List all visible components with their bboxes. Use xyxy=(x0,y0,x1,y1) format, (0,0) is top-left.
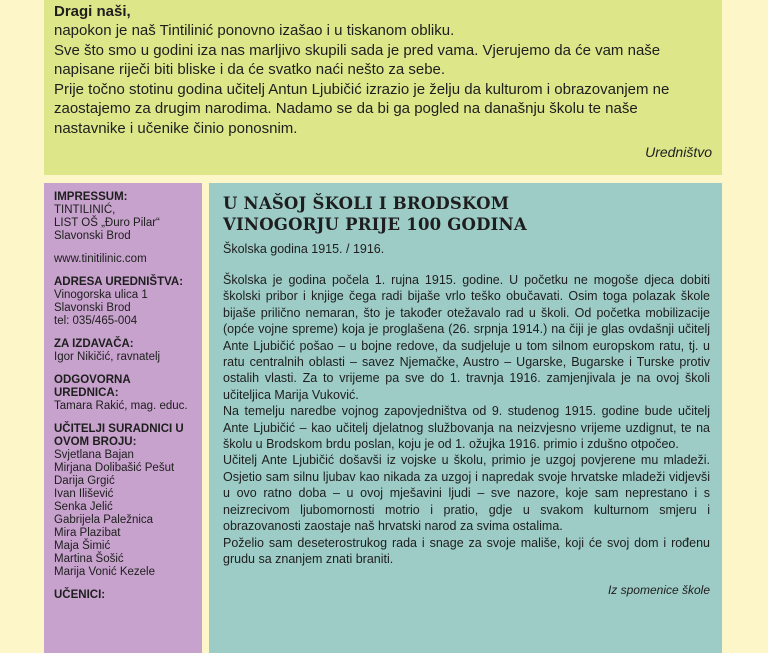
teacher-name: Marija Vonić Kezele xyxy=(54,566,155,578)
teacher-name: Mira Plazibat xyxy=(54,527,121,539)
editorial-intro xyxy=(44,0,722,175)
intro-paragraph: napokon je naš Tintilinić ponovno izašao i u tiskanom obliku. xyxy=(54,22,455,39)
intro-signature: Uredništvo xyxy=(645,144,712,160)
address-line: Vinogorska ulica 1 xyxy=(54,289,148,301)
article-paragraph: Poželio sam deseterostrukog rada i snage za svoje mališe, koji će svoj dom i rođenu grudu sa znanjem znati braniti. xyxy=(223,535,710,566)
teacher-name: Martina Šošić xyxy=(54,553,124,565)
article-title-line: U NAŠOJ ŠKOLI I BRODSKOM xyxy=(223,194,510,213)
publisher-heading: ZA IZDAVAČA: xyxy=(54,338,134,350)
impressum-block xyxy=(54,191,196,243)
teacher-name: Mirjana Dolibašić Pešut xyxy=(54,462,175,474)
article-body xyxy=(223,272,710,567)
article-title-line: VINOGORJU PRIJE 100 GODINA xyxy=(223,215,527,234)
publisher-block xyxy=(54,338,196,364)
teacher-name: Ivan Ilišević xyxy=(54,488,114,500)
teacher-name: Maja Šimić xyxy=(54,540,111,552)
impressum-line: TINTILINIĆ, xyxy=(54,204,116,216)
website-block xyxy=(54,253,196,266)
history-article xyxy=(209,183,722,653)
article-subtitle: Školska godina 1915. / 1916. xyxy=(223,242,385,256)
teacher-name: Svjetlana Bajan xyxy=(54,449,134,461)
article-paragraph: Učitelj Ante Ljubičić došavši iz vojske u školu, primio je uzgoj povjerene mu mladeži. Osjetio sam silnu ljubav kao nikada za uzgoj i napredak svoje hrvatske mladeži vidjevši u ovo ratno doba – u ovoj mješavini ljudi – sve nazore, koje sam neprestano i s neizrecivom ljubomornosti motrio i pratio, gdje u svakom kulturnom smjeru i obrazovanosti zaostaje naš hrvatski narod za svima ostalima. xyxy=(223,453,710,534)
impressum-sidebar xyxy=(44,183,202,653)
teachers-heading: UČITELJI SURADNICI U xyxy=(54,423,184,435)
article-paragraph: Školska je godina počela 1. rujna 1915. godine. U početku ne mogoše djeca dobiti školski pribor i knjige čega radi bijaše vrlo teško obučavati. Osim toga polazak škole bijaše prilično nemaran, što je također otežavalo rad u školi. Od početka mobilizacije (opće vojne spreme) koja je proglašena (26. srpnja 1914.) na čiji je glas ovdašnji učitelj Ante Ljubičić pošao – u bojne redove, da sudjeluje u tom silnom europskom ratu, tj. u ratu centralnih oblasti – savez Njemačke, Austro – Ugarske, Bugarske i Turske protiv ostalih vlasti. Za to vrijeme pa sve do 1. travnja 1916. zamjenjivala je na ovoj školi učiteljica Marija Vuković. xyxy=(223,273,710,402)
teacher-name: Senka Jelić xyxy=(54,501,113,513)
editor-heading: ODGOVORNA UREDNICA: xyxy=(54,374,131,399)
students-heading: UČENICI: xyxy=(54,589,106,601)
article-paragraph: Na temelju naredbe vojnog zapovjedništva od 9. studenog 1915. godine bude učitelj Ante Ljubičić – kao učitelj djelatnog službovanja na neizvjesno vrijeme uzdignut, te na školu u Brodskom brdu poslan, koju je od 1. ožujka 1916. primio i zdušno otpočeo. xyxy=(223,404,710,452)
students-block xyxy=(54,589,196,602)
article-title xyxy=(223,193,710,235)
intro-paragraph: Prije točno stotinu godina učitelj Antun Ljubičić izrazio je želju da kulturom i obrazovanjem ne zaostajemo za drugim narodima. Nadamo se da bi ga pogled na današnju školu te naše nastavnike i učenike činio ponosnim. xyxy=(54,80,670,137)
impressum-line: LIST OŠ „Đuro Pilar“ xyxy=(54,217,160,229)
editor-name: Tamara Rakić, mag. educ. xyxy=(54,400,188,412)
address-heading: ADRESA UREDNIŠTVA: xyxy=(54,276,184,288)
editor-block xyxy=(54,374,196,413)
publisher-name: Igor Nikičić, ravnatelj xyxy=(54,351,161,363)
impressum-heading: IMPRESSUM: xyxy=(54,191,128,203)
teachers-block xyxy=(54,423,196,579)
teacher-name: Darija Grgić xyxy=(54,475,115,487)
impressum-line: Slavonski Brod xyxy=(54,230,131,242)
address-block xyxy=(54,276,196,328)
website-link[interactable]: www.tinitilinic.com xyxy=(54,253,147,265)
article-source: Iz spomenice škole xyxy=(607,583,710,598)
teacher-name: Gabrijela Paležnica xyxy=(54,514,154,526)
address-line: Slavonski Brod xyxy=(54,302,131,314)
intro-paragraph: Sve što smo u godini iza nas marljivo skupili sada je pred vama. Vjerujemo da će vam naše napisane riječi biti bliske i da će svatko naći nešto za sebe. xyxy=(54,41,661,78)
teachers-heading: OVOM BROJU: xyxy=(54,436,137,448)
address-line: tel: 035/465-004 xyxy=(54,315,138,327)
intro-greeting: Dragi naši, xyxy=(54,3,131,20)
